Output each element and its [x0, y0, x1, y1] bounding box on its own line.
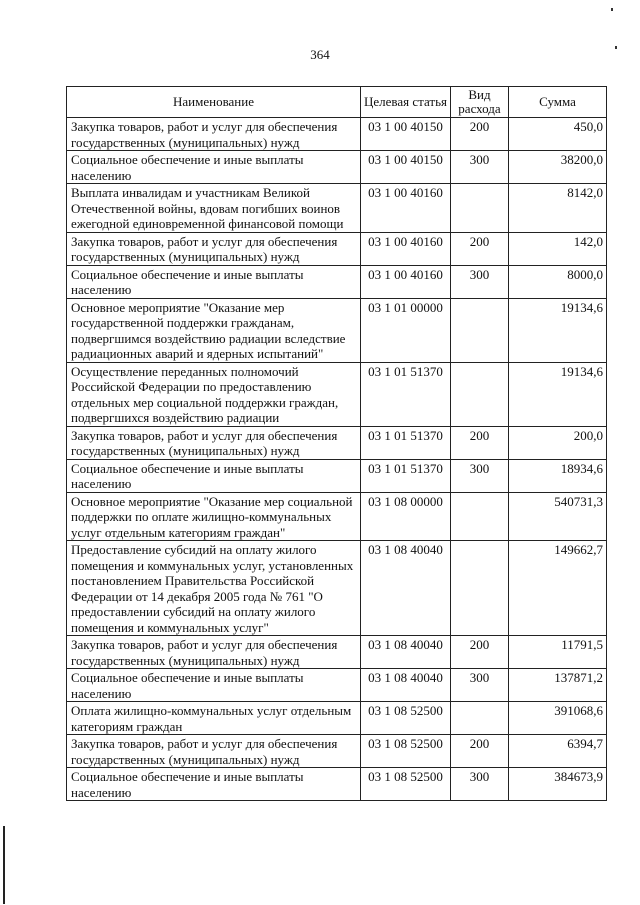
scan-speck	[611, 8, 613, 11]
row-expense	[451, 702, 509, 735]
row-sum: 19134,6	[509, 298, 607, 362]
page-number: 364	[310, 47, 330, 62]
row-name: Социальное обеспечение и иные выплаты населению	[67, 669, 361, 702]
row-name: Социальное обеспечение и иные выплаты населению	[67, 151, 361, 184]
table-row	[67, 636, 607, 669]
header-name: Наименование	[67, 87, 361, 118]
table-header-row	[67, 87, 607, 118]
row-name: Социальное обеспечение и иные выплаты населению	[67, 265, 361, 298]
row-name: Закупка товаров, работ и услуг для обеспечения государственных (муниципальных) нужд	[67, 232, 361, 265]
row-sum: 200,0	[509, 426, 607, 459]
row-sum: 137871,2	[509, 669, 607, 702]
row-expense: 300	[451, 151, 509, 184]
row-target: 03 1 08 52500	[361, 702, 451, 735]
row-target: 03 1 01 51370	[361, 426, 451, 459]
row-sum: 18934,6	[509, 459, 607, 492]
table-row	[67, 459, 607, 492]
row-expense	[451, 492, 509, 541]
row-target: 03 1 00 40150	[361, 151, 451, 184]
header-expense: Вид расхода	[451, 87, 509, 118]
row-target: 03 1 00 40150	[361, 118, 451, 151]
table-row	[67, 426, 607, 459]
row-name: Осуществление переданных полномочий Российской Федерации по предоставлению отдельных мер социальной поддержки граждан, подвергшихся воздействию радиации	[67, 362, 361, 426]
row-sum: 6394,7	[509, 735, 607, 768]
row-sum: 8000,0	[509, 265, 607, 298]
table-row	[67, 362, 607, 426]
budget-table	[66, 86, 607, 801]
row-name: Социальное обеспечение и иные выплаты населению	[67, 768, 361, 801]
row-name: Выплата инвалидам и участникам Великой Отечественной войны, вдовам погибших воинов ежегодной единовременной финансовой помощи	[67, 184, 361, 233]
row-sum: 391068,6	[509, 702, 607, 735]
header-target: Целевая статья	[361, 87, 451, 118]
row-expense	[451, 362, 509, 426]
row-sum: 384673,9	[509, 768, 607, 801]
row-expense	[451, 541, 509, 636]
row-target: 03 1 00 40160	[361, 232, 451, 265]
row-expense: 200	[451, 118, 509, 151]
row-name: Предоставление субсидий на оплату жилого помещения и коммунальных услуг, установленных постановлением Правительства Российской Федерации от 14 декабря 2005 года № 761 "О предоставлении субсидий на оплату жилого помещения и коммунальных услуг"	[67, 541, 361, 636]
row-target: 03 1 00 40160	[361, 265, 451, 298]
row-target: 03 1 08 00000	[361, 492, 451, 541]
table-row	[67, 118, 607, 151]
row-target: 03 1 01 51370	[361, 362, 451, 426]
row-expense: 200	[451, 426, 509, 459]
row-sum: 8142,0	[509, 184, 607, 233]
row-target: 03 1 01 51370	[361, 459, 451, 492]
row-expense	[451, 298, 509, 362]
row-sum: 11791,5	[509, 636, 607, 669]
row-target: 03 1 01 00000	[361, 298, 451, 362]
row-expense: 300	[451, 669, 509, 702]
row-name: Социальное обеспечение и иные выплаты населению	[67, 459, 361, 492]
row-expense: 200	[451, 735, 509, 768]
row-name: Основное мероприятие "Оказание мер социальной поддержки по оплате жилищно-коммунальных услуг отдельным категориям граждан"	[67, 492, 361, 541]
row-target: 03 1 08 40040	[361, 636, 451, 669]
row-name: Закупка товаров, работ и услуг для обеспечения государственных (муниципальных) нужд	[67, 118, 361, 151]
row-sum: 450,0	[509, 118, 607, 151]
scan-edge-line	[3, 826, 5, 904]
table-row	[67, 151, 607, 184]
row-expense: 300	[451, 768, 509, 801]
table-row	[67, 184, 607, 233]
row-target: 03 1 08 40040	[361, 541, 451, 636]
row-sum: 142,0	[509, 232, 607, 265]
row-sum: 19134,6	[509, 362, 607, 426]
table-row	[67, 702, 607, 735]
table-row	[67, 492, 607, 541]
table-row	[67, 768, 607, 801]
row-sum: 38200,0	[509, 151, 607, 184]
table-row	[67, 735, 607, 768]
row-expense	[451, 184, 509, 233]
row-name: Оплата жилищно-коммунальных услуг отдельным категориям граждан	[67, 702, 361, 735]
table-row	[67, 541, 607, 636]
row-sum: 149662,7	[509, 541, 607, 636]
row-name: Закупка товаров, работ и услуг для обеспечения государственных (муниципальных) нужд	[67, 426, 361, 459]
row-name: Основное мероприятие "Оказание мер государственной поддержки гражданам, подвергшимся воздействию радиации вследствие радиационных аварий и ядерных испытаний"	[67, 298, 361, 362]
row-sum: 540731,3	[509, 492, 607, 541]
row-target: 03 1 08 52500	[361, 768, 451, 801]
table-row	[67, 669, 607, 702]
row-target: 03 1 08 40040	[361, 669, 451, 702]
row-target: 03 1 08 52500	[361, 735, 451, 768]
row-expense: 300	[451, 459, 509, 492]
row-target: 03 1 00 40160	[361, 184, 451, 233]
row-expense: 300	[451, 265, 509, 298]
table-row	[67, 265, 607, 298]
row-expense: 200	[451, 232, 509, 265]
table-row	[67, 298, 607, 362]
row-expense: 200	[451, 636, 509, 669]
row-name: Закупка товаров, работ и услуг для обеспечения государственных (муниципальных) нужд	[67, 636, 361, 669]
row-name: Закупка товаров, работ и услуг для обеспечения государственных (муниципальных) нужд	[67, 735, 361, 768]
header-sum: Сумма	[509, 87, 607, 118]
table-row	[67, 232, 607, 265]
